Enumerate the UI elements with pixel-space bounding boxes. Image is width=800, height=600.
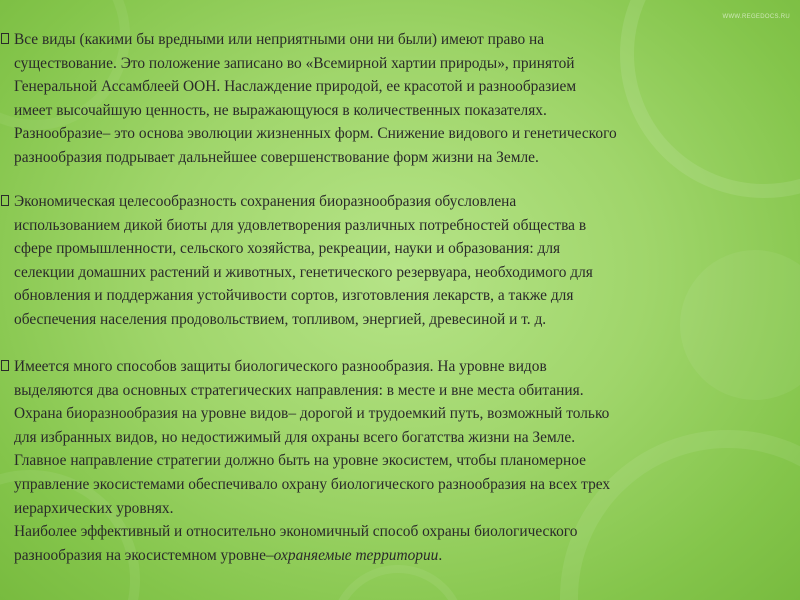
text-line: иерархических уровнях. xyxy=(14,499,174,517)
text-line xyxy=(6,355,792,379)
text-line: существование. Это положение записано во «Всемирной хартии природы», принятой xyxy=(14,54,575,72)
line-text: разнообразия на экосистемном уровне– xyxy=(14,546,274,564)
checkbox-bullet-icon xyxy=(0,359,9,372)
text-line xyxy=(6,190,792,214)
text-line: выделяются два основных стратегических направления: в месте и вне места обитания. xyxy=(14,381,584,399)
watermark: WWW.REGEDOCS.RU xyxy=(722,14,790,20)
paragraph-1 xyxy=(6,28,792,170)
text-line: обеспечения населения продовольствием, топливом, энергией, древесиной и т. д. xyxy=(14,310,547,328)
text-line: селекции домашних растений и животных, генетического резервуара, необходимого для xyxy=(14,263,593,281)
text-line: имеет высочайшую ценность, не выражающуюся в количественных показателях. xyxy=(14,101,547,119)
text-line xyxy=(6,544,792,568)
checkbox-bullet-icon xyxy=(0,194,9,207)
line-text: Все виды (какими бы вредными или неприятными они ни были) имеют право на xyxy=(14,31,545,48)
line-text: Имеется много способов защиты биологического разнообразия. На уровне видов xyxy=(14,358,547,375)
paragraph-2 xyxy=(6,190,792,332)
text-line: разнообразия подрывает дальнейшее совершенствование форм жизни на Земле. xyxy=(14,148,539,166)
text-line: использованием дикой биоты для удовлетворения различных потребностей общества в xyxy=(14,216,587,234)
text-line: сфере промышленности, сельского хозяйства, рекреации, науки и образования: для xyxy=(14,240,561,258)
checkbox-bullet-icon xyxy=(0,32,9,45)
decor-circle xyxy=(330,565,466,600)
text-line xyxy=(6,28,792,52)
text-line: Охрана биоразнообразия на уровне видов– дорогой и трудоемкий путь, возможный только xyxy=(14,405,610,423)
text-line: обновления и поддержания устойчивости сортов, изготовления лекарств, а также для xyxy=(14,287,574,305)
text-line: Генеральной Ассамблеей ООН. Наслаждение природой, ее красотой и разнообразием xyxy=(14,78,577,96)
text-line: Разнообразие– это основа эволюции жизненных форм. Снижение видового и генетического xyxy=(14,125,617,143)
text-line: для избранных видов, но недостижимый для охраны всего богатства жизни на Земле. xyxy=(14,428,576,446)
text-line: управление экосистемами обеспечивало охрану биологического разнообразия на всех трех xyxy=(14,475,611,493)
paragraph-3 xyxy=(6,355,792,567)
line-text: Экономическая целесообразность сохранения биоразнообразия обусловлена xyxy=(14,193,517,210)
line-end: . xyxy=(438,546,443,564)
emphasized-term: охраняемые территории xyxy=(273,546,439,564)
text-line: Главное направление стратегии должно быть на уровне экосистем, чтобы планомерное xyxy=(14,452,586,470)
text-line: Наиболее эффективный и относительно экономичный способ охраны биологического xyxy=(14,523,578,541)
